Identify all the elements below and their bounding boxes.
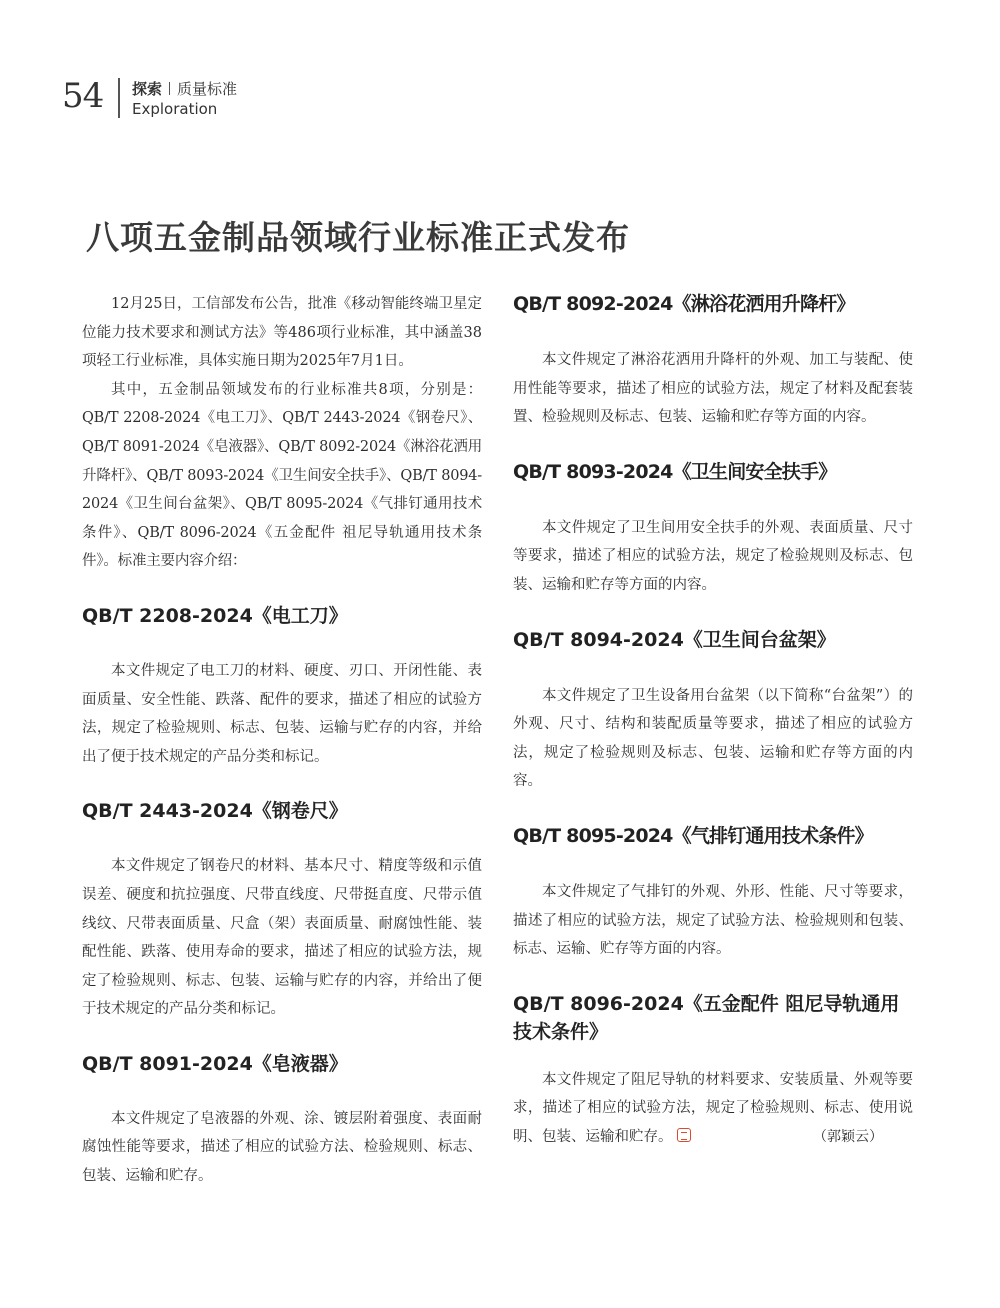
- standard-heading: QB/T 8093-2024《卫生间安全扶手》: [513, 460, 837, 483]
- article-title: 八项五金制品领域行业标准正式发布: [86, 218, 630, 258]
- standard-body: 本文件规定了气排钉的外观、外形、性能、尺寸等要求，描述了相应的试验方法，规定了试验方法、检验规则和包装、标志、运输、贮存等方面的内容。: [513, 883, 913, 958]
- standard-body-final: [513, 1066, 913, 1152]
- standard-body: 本文件规定了卫生设备用台盆架（以下简称“台盆架”）的外观、尺寸、结构和装配质量等要求，描述了相应的试验方法，规定了检验规则及标志、包装、运输和贮存等方面的内容。: [513, 687, 913, 790]
- intro-paragraph-2: 其中，五金制品领域发布的行业标准共8项，分别是：QB/T 2208-2024《电工刀》、QB/T 2443-2024《钢卷尺》、QB/T 8091-2024《皂液器》、QB/T 8092-2024《淋浴花洒用升降杆》、QB/T 8093-2024《卫生间安全扶手》、QB/T 8094-2024《卫生间台盆架》、QB/T 8095-2024《气排钉通用技术条件》、QB/T 8096-2024《五金配件 祖尼导轨通用技术条件》。标准主要内容介绍：: [82, 381, 482, 570]
- section-name: 探索: [132, 80, 163, 98]
- standard-body: 本文件规定了电工刀的材料、硬度、刃口、开闭性能、表面质量、安全性能、跌落、配件的要求，描述了相应的试验方法，规定了检验规则、标志、包装、运输与贮存的内容，并给出了便于技术规定的产品分类和标记。: [82, 662, 482, 765]
- standard-heading: QB/T 8096-2024《五金配件 阻尼导轨通用技术条件》: [513, 992, 900, 1043]
- standard-heading: QB/T 8095-2024《气排钉通用技术条件》: [513, 824, 873, 847]
- right-column: [513, 290, 913, 1152]
- author-name: （郭颖云）: [813, 1128, 883, 1145]
- intro-paragraph-1: 12月25日，工信部发布公告，批准《移动智能终端卫星定位能力技术要求和测试方法》等486项行业标准，其中涵盖38项轻工行业标准，具体实施日期为2025年7月1日。: [82, 296, 482, 370]
- standard-heading: QB/T 2443-2024《钢卷尺》: [82, 800, 348, 823]
- standard-heading: QB/T 8094-2024《卫生间台盆架》: [513, 628, 836, 651]
- end-seal-icon: [677, 1128, 691, 1142]
- left-column: [82, 290, 482, 1191]
- subsection-name: 质量标准: [177, 80, 238, 98]
- page-number: 54: [62, 76, 104, 116]
- section-label: [132, 78, 237, 99]
- standard-heading: QB/T 8091-2024《皂液器》: [82, 1052, 348, 1075]
- section-separator: [169, 82, 170, 95]
- standard-body: 本文件规定了淋浴花洒用升降杆的外观、加工与装配、使用性能等要求，描述了相应的试验方法，规定了材料及配套装置、检验规则及标志、包装、运输和贮存等方面的内容。: [513, 352, 913, 426]
- header-divider: [118, 78, 120, 118]
- standard-body: 本文件规定了卫生间用安全扶手的外观、表面质量、尺寸等要求，描述了相应的试验方法，规定了检验规则及标志、包装、运输和贮存等方面的内容。: [513, 519, 913, 593]
- standard-heading: QB/T 8092-2024《淋浴花洒用升降杆》: [513, 293, 855, 315]
- standard-body: 本文件规定了钢卷尺的材料、基本尺寸、精度等级和示值误差、硬度和抗拉强度、尺带直线度、尺带挺直度、尺带示值线纹、尺带表面质量、尺盒（架）表面质量、耐腐蚀性能、装配性能、跌落、使用寿命的要求，描述了相应的试验方法，规定了检验规则、标志、包装、运输与贮存的内容，并给出了便于技术规定的产品分类和标记。: [82, 858, 482, 1018]
- standard-heading: QB/T 2208-2024《电工刀》: [82, 604, 348, 627]
- standard-body-text: 本文件规定了阻尼导轨的材料要求、安装质量、外观等要求，描述了相应的试验方法，规定了检验规则、标志、使用说明、包装、运输和贮存。: [513, 1071, 913, 1145]
- section-english: Exploration: [132, 100, 218, 118]
- standard-body: 本文件规定了皂液器的外观、涂、镀层附着强度、表面耐腐蚀性能等要求，描述了相应的试验方法、检验规则、标志、包装、运输和贮存。: [82, 1110, 482, 1185]
